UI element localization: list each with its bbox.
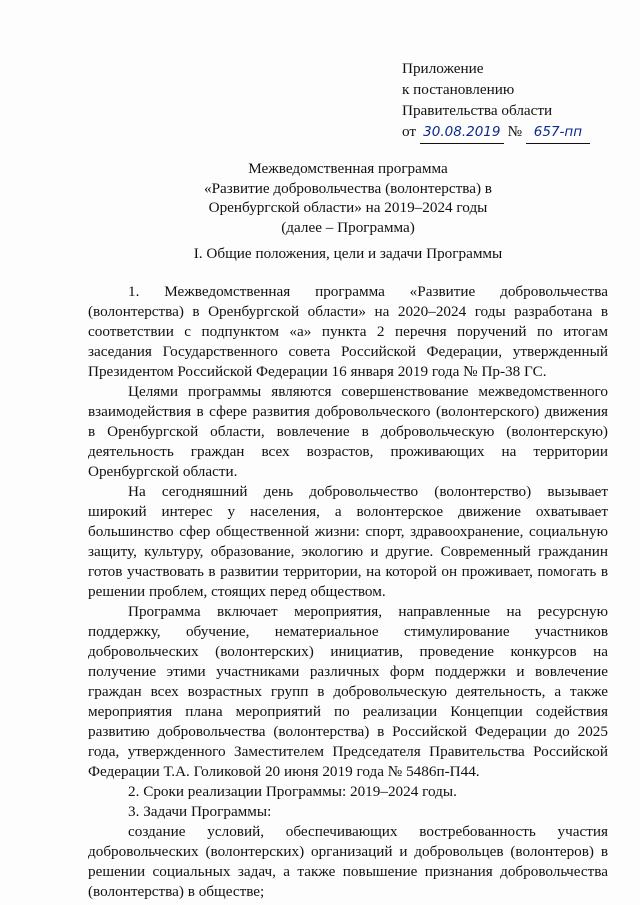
section-heading: I. Общие положения, цели и задачи Программы xyxy=(193,245,503,262)
paragraph-2: Целями программы являются совершенствование межведомственного взаимодействия в сфере развития добровольческого (волонтерского) движения в Оренбургской области, вовлечение в добровольческую (волонтерскую) деятельность граждан всех возрастов, проживающих на территории Оренбургской области. xyxy=(88,383,608,480)
annex-date-line xyxy=(402,121,622,144)
paragraph-7: создание условий, обеспечивающих востребованность участия добровольческих (волонтерских) организаций и добровольцев (волонтеров) в решении социальных задач, а также повышение признания добровольчества (волонтерства) в обществе; xyxy=(88,823,608,900)
title-line-3: Оренбургской области» на 2019–2024 годы xyxy=(208,199,488,216)
annex-line-3: Правительства области xyxy=(402,102,553,119)
title-line-2: «Развитие добровольчества (волонтерства) в xyxy=(204,179,492,197)
paragraph-5: 2. Сроки реализации Программы: 2019–2024 годы. xyxy=(128,783,457,800)
paragraph-1: 1. Межведомственная программа «Развитие добровольчества (волонтерства) в Оренбургской области» на 2020–2024 годы разработана в соответствии с подпунктом «а» пункта 2 перечня поручений по итогам заседания Государственного совета Российской Федерации, утвержденный Президентом Российской Федерации 16 января 2019 года № Пр-38 ГС. xyxy=(88,283,608,380)
handwritten-number: 657-пп xyxy=(526,122,590,144)
program-title xyxy=(88,159,608,237)
from-label: от xyxy=(402,123,417,140)
annex-block xyxy=(402,58,622,144)
annex-line-1: Приложение xyxy=(402,60,484,77)
annex-line-2: к постановлению xyxy=(402,81,515,98)
paragraph-6: 3. Задачи Программы: xyxy=(128,803,272,820)
number-label: № xyxy=(507,123,523,140)
title-line-1: Межведомственная программа xyxy=(248,160,448,177)
body-text xyxy=(88,282,608,902)
title-line-4: (далее – Программа) xyxy=(281,218,415,236)
paragraph-4: Программа включает мероприятия, направленные на ресурсную поддержку, обучение, нематериальное стимулирование участников добровольческих (волонтерских) инициатив, проведение конкурсов на получение этими участниками различных форм поддержки и вовлечение граждан всех возрастных групп в добровольческую деятельность, а также мероприятия плана мероприятий по реализации Концепции содействия развитию добровольчества (волонтерства) в Российской Федерации до 2025 года, утвержденного Заместителем Председателя Правительства Российской Федерации Т.А. Голиковой 20 июня 2019 года № 5486п-П44. xyxy=(88,603,608,780)
handwritten-date: 30.08.2019 xyxy=(420,122,504,144)
paragraph-3: На сегодняшний день добровольчество (волонтерство) вызывает широкий интерес у населения, а волонтерское движение охватывает большинство сфер общественной жизни: спорт, здравоохранение, социальную защиту, культуру, образование, экологию и другие. Современный гражданин готов участвовать в развитии территории, на которой он проживает, помогать в решении проблем, стоящих перед обществом. xyxy=(88,483,608,600)
